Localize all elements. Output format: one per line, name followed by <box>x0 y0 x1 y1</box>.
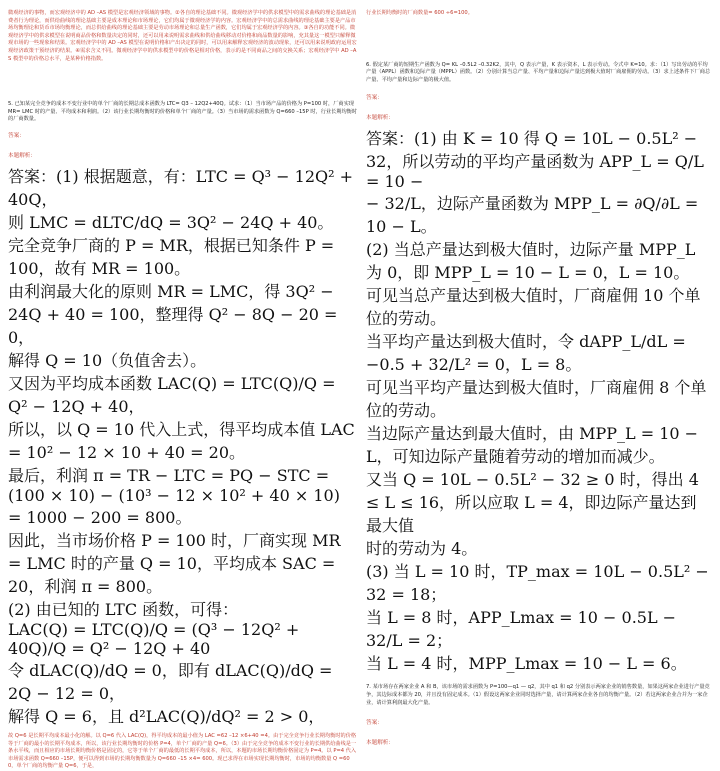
solution-line: 由利润最大化的原则 MR = LMC，得 3Q² − 24Q + 40 = 100，整理得 Q² − 8Q − 20 = 0， <box>8 281 338 347</box>
solution-line: 最后，利润 π = TR − LTC = PQ − STC = (100 × 10) − (10³ − 12 × 10² + 40 × 10) <box>8 465 340 505</box>
analysis-label: 本题解析： <box>366 115 394 122</box>
solution-line: (3) 当 L = 10 时，TP_max = 10L − 0.5L² − 32 = 18； <box>366 562 709 605</box>
solution-line: 则 LMC = dLTC/dQ = 3Q² − 24Q + 40。 <box>8 212 334 232</box>
solution-line: 当边际产量达到最大值时，由 MPP_L = 10 − L，可知边际产量随着劳动的增加而减少。 <box>366 424 699 467</box>
answer-label: 答案： <box>8 132 25 139</box>
solution-line: 因此，当市场价格 P = 100 时，厂商实现 MR = LMC 时的产量 Q = 10，平均成本 SAC = 20，利润 π = 800。 <box>8 530 341 596</box>
solution-line: 答案：(1) 由 K = 10 得 Q = 10L − 0.5L² − 32，所以劳动的平均产量函数为 APP_L = Q/L = 10 − <box>366 129 704 192</box>
solution-5-math <box>8 164 358 727</box>
solution-line: 答案：(1) 根据题意，有：LTC = Q³ − 12Q² + 40Q， <box>8 166 354 209</box>
solution-line: 所以，以 Q = 10 代入上式，得平均成本值 LAC = 10² − 12 × 10 + 40 = 20。 <box>8 419 355 462</box>
analysis-label: 本题解析： <box>8 152 36 159</box>
solution-line: 解得 Q = 10（负值舍去）。 <box>8 350 207 370</box>
solution-line: − 32/L，边际产量函数为 MPP_L = ∂Q/∂L = 10 − L。 <box>366 194 699 237</box>
answer-label: 答案： <box>366 95 383 102</box>
solution-line: 当 L = 4 时，MPP_Lmax = 10 − L = 6。 <box>366 654 687 674</box>
solution-line: 可见当总产量达到极大值时，厂商雇佣 10 个单位的劳动。 <box>366 286 701 329</box>
solution-5-continued-text: 故 Q=6 是长期平均成本最小化的解。以 Q=6 代入 LAC(Q)，得平均成本的最小值为 LAC =62 –12 ×6+40 =4。由于完全竞争行业长期均衡时的价格等于厂商的最小的长期平均成本，所以，该行业长期均衡时的价格 P=4，单个厂商的产量 Q=6。（3）由于完全竞争的成本不变行业的长期供给曲线是一条水平线，而且相应的市场长期均衡价格是固定的，它等于单个厂商的最低的长期平均成本，所以，本题的市场长期均衡价格固定为 P=4。以 P=4 代入市场需求函数 Q=660 –15P，便可以得到市场的长期均衡数量为 Q=660 –15 ×4= 600。现已求得在市场实现长期均衡时，市场的均衡数量 Q =600，单个厂商的均衡产量 Q=6，于是， <box>8 732 357 770</box>
left-column <box>8 10 358 771</box>
solution-line: 又因为平均成本函数 LAC(Q) = LTC(Q)/Q = Q² − 12Q + 40， <box>8 373 336 416</box>
solution-5-final-text: 行业长期均衡时的厂商数量= 600 ÷6=100。 <box>366 10 473 16</box>
solution-line: (2) 由已知的 LTC 函数，可得： <box>8 599 239 619</box>
solution-line: = 1000 − 200 = 800。 <box>8 507 192 527</box>
solution-line: (2) 当总产量达到极大值时，边际产量 MPP_L 为 0，即 MPP_L = 10 − L = 0，L = 10。 <box>366 240 696 283</box>
solution-line: 当 L = 8 时，APP_Lmax = 10 − 0.5L − 32/L = 2； <box>366 608 677 651</box>
question-6-text: 6. 假定某厂商的短期生产函数为 Q= KL –0.5L2 –0.32K2，其中，Q 表示产量，K 表示资本，L 表示劳动。令式中 K=10。求：（1）写出劳动的平均产量（APPL）函数和边际产量（MPPL）函数。（2）分别计算当总产量、平均产量和边际产量达到极大值时厂商雇佣的劳动。（3）求上述条件下厂商总产量、平均产量和边际产量的极大值。 <box>366 61 711 83</box>
intro-analysis-text: 微观经济的事物，而宏观经济中的 AD –AS 模型是宏观经济领域的事物。②各自的理论基础不同。微观经济学中的供求模型中的需求曲线的理论基础是消费者行为理论，而供给曲线的理论基础主要是成本理论和市场理论，它们均属于微观经济学的内容。宏观经济学中的总需求曲线的理论基础主要是产品市场均衡理论和货币市场均衡理论，而总供给曲线的理论基础主要是劳动市场理论和总量生产函数，它们均属于宏观经济学的内容。③各自的功能不同。微观经济学中的供求模型在说明商品价格和数量决定的同时，还可以用来说明需求曲线和供给曲线移动对价格和商品数量的影响，充其量这一模型只解释微观市场的一些现象和结果。宏观经济学中的 AD –AS 模型在说明价格和产出决定的同时，可以用来解释宏观经济的波动现象，还可以用来说明政府运用宏观经济政策干预经济的结果。④需求含义不同。微观经济学中的供求模型中的价格是相对价格，表示的是不同商品之间的交换关系；宏观经济学中 AD –AS 模型中的价格总水平，是某种价格指数。 <box>8 10 357 62</box>
solution-line: 令 dLAC(Q)/dQ = 0，即有 dLAC(Q)/dQ = 2Q − 12 = 0， <box>8 660 333 703</box>
answer-label: 答案： <box>366 720 383 727</box>
analysis-label: 本题解析： <box>366 740 394 747</box>
solution-line: 当平均产量达到极大值时，令 dAPP_L/dL = −0.5 + 32/L² = 0，L = 8。 <box>366 332 686 375</box>
solution-line: 又当 Q = 10L − 0.5L² − 32 ≥ 0 时，得出 4 ≤ L ≤ 16，所以应取 L = 4，即边际产量达到最大值 <box>366 470 699 536</box>
right-column <box>366 10 712 751</box>
solution-line: 解得 Q = 6，且 d²LAC(Q)/dQ² = 2 > 0， <box>8 706 325 726</box>
solution-line: 完全竞争厂商的 P = MR，根据已知条件 P = 100，故有 MR = 100。 <box>8 235 335 278</box>
solution-line: 可见当平均产量达到极大值时，厂商雇佣 8 个单位的劳动。 <box>366 378 707 421</box>
question-5-text: 5. 已知某完全竞争的成本不变行业中的单个厂商的长期总成本函数为 LTC= Q3 – 12Q2+40Q。试求：（1）当市场产品的价格为 P=100 时，厂商实现 MR= LMC 时的产量、平均成本和利润。（2）该行业长期均衡时的价格和单个厂商的产量。（3）当市场的需求函数为 Q=660 –15P 时，行业长期均衡时的厂商数量。 <box>8 101 358 123</box>
question-7-text: 7. 某市场存在两家企业 A 和 B，该市场的需求函数为 P=100—q1 — q2，其中 q1 和 q2 分别表示两家企业的销售数量，如果这两家企业进行产量竞争，其边际成本都为 20，并且没有固定成本。（1）假设这两家企业同时选择产量，请计算两家企业各自的均衡产量。（2）若这两家企业合并为一家企业，请计算利润最大化产量。 <box>366 684 710 706</box>
solution-line: LAC(Q) = LTC(Q)/Q = (Q³ − 12Q² + 40Q)/Q = Q² − 12Q + 40 <box>8 619 300 658</box>
solution-line: 时的劳动为 4。 <box>366 539 478 559</box>
solution-6-math <box>366 126 712 674</box>
